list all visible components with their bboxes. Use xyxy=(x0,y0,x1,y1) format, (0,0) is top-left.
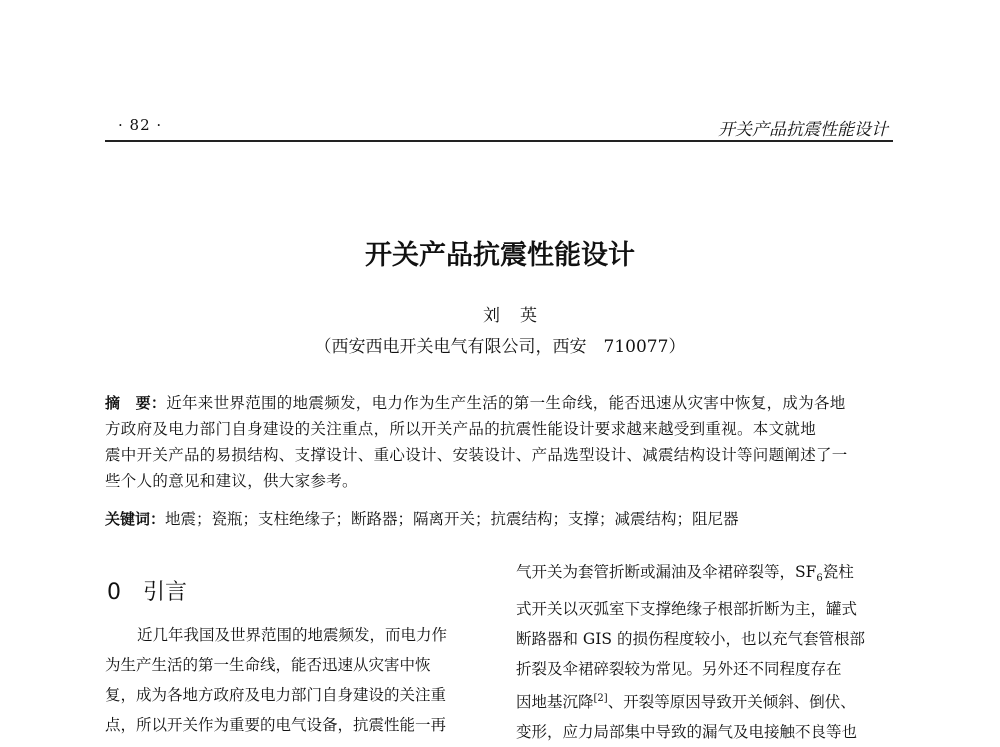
author-affiliation: （西安西电开关电气有限公司，西安 710077） xyxy=(314,337,686,357)
right-column-text: 、开裂等原因导致开关倾斜、倒伏、 xyxy=(607,693,856,712)
left-column-line: 为生产生活的第一生命线，能否迅速从灾害中恢 xyxy=(105,656,431,674)
right-column-text: 气开关为套管折断或漏油及伞裙碎裂等，SF xyxy=(516,563,817,581)
abstract-text-1: 近年来世界范围的地震频发，电力作为生产生活的第一生命线，能否迅速从灾害中恢复，成为各地 xyxy=(166,394,846,412)
right-column-line: 断路器和 GIS 的损伤程度较小，也以充气套管根部 xyxy=(516,630,865,649)
keywords-text: 地震；瓷瓶；支柱绝缘子；断路器；隔离开关；抗震结构；支撑；减震结构；阻尼器 xyxy=(165,510,739,528)
article-title: 开关产品抗震性能设计 xyxy=(365,240,635,271)
right-column xyxy=(516,557,896,747)
abstract-line-4: 些个人的意见和建议，供大家参考。 xyxy=(105,472,358,490)
section-title: 引言 xyxy=(143,580,188,605)
left-column-line: 复，成为各地方政府及电力部门自身建设的关注重 xyxy=(105,686,447,704)
right-column-text: 瓷柱 xyxy=(822,563,854,581)
subscript: 6 xyxy=(816,573,823,585)
left-column-line: 点，所以开关作为重要的电气设备，抗震性能一再 xyxy=(105,716,447,734)
keywords xyxy=(105,507,895,529)
section-heading xyxy=(107,575,187,606)
citation-ref: [2] xyxy=(593,693,608,705)
right-column-line: 变形，应力局部集中导致的漏气及电接触不良等也 xyxy=(516,723,858,742)
abstract-label: 摘 要： xyxy=(105,394,167,412)
right-column-line: 式开关以灭弧室下支撑绝缘子根部折断为主，罐式 xyxy=(516,600,858,619)
page-number: · 82 · xyxy=(118,116,163,134)
abstract-line-3: 震中开关产品的易损结构、支撑设计、重心设计、安装设计、产品选型设计、减震结构设计等问题阐述了一 xyxy=(105,446,848,464)
running-title: 开关产品抗震性能设计 xyxy=(718,120,888,140)
abstract-line-2: 方政府及电力部门自身建设的关注重点，所以开关产品的抗震性能设计要求越来越受到重视。本文就地 xyxy=(105,420,817,438)
section-number: 0 xyxy=(107,580,121,605)
right-column-text: 因地基沉降 xyxy=(516,693,594,712)
left-column-line: 近几年我国及世界范围的地震频发，而电力作 xyxy=(137,626,448,644)
abstract-line-1 xyxy=(105,390,895,416)
right-column-line xyxy=(516,557,896,594)
left-column xyxy=(105,620,485,740)
right-column-line: 折裂及伞裙碎裂较为常见。另外还不同程度存在 xyxy=(516,660,842,679)
abstract xyxy=(105,390,895,494)
right-column-line xyxy=(516,684,896,717)
author-name: 刘英 xyxy=(483,306,557,326)
keywords-label: 关键词： xyxy=(105,510,166,528)
header-divider xyxy=(105,140,893,142)
